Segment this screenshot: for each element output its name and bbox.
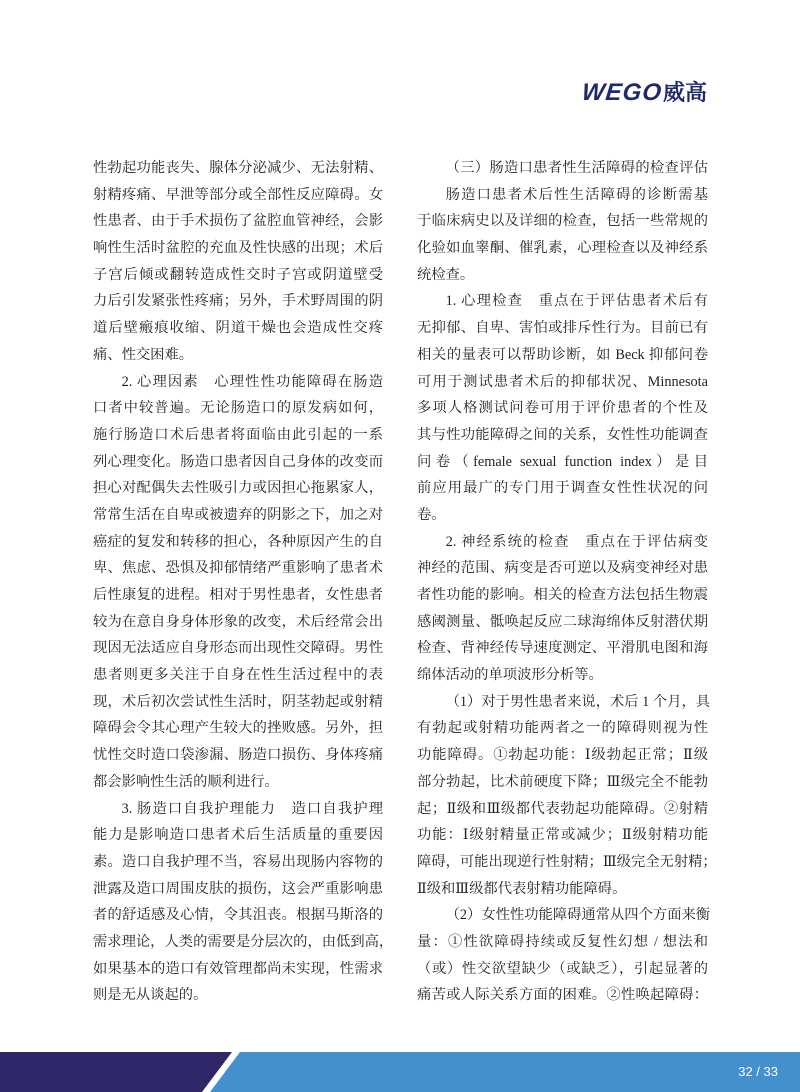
text-line: 口者中较普遍。无论肠造口的原发病如何， xyxy=(93,400,383,417)
text-line: 列心理变化。肠造口患者因自己身体的改变而 xyxy=(93,453,383,470)
text-line: 响性生活时盆腔的充血及性快感的出现；术后 xyxy=(93,240,383,257)
text-line: 素。造口自我护理不当，容易出现肠内容物的 xyxy=(93,853,383,870)
text-line: 绵体活动的单项波形分析等。 xyxy=(417,667,603,684)
text-line: 统检查。 xyxy=(417,266,475,283)
text-line: 现因无法适应自身形态而出现性交障碍。男性 xyxy=(93,640,383,657)
text-line: （2）女性性功能障碍通常从四个方面来衡 xyxy=(445,907,711,924)
text-line: 部分勃起，比术前硬度下降；Ⅲ级完全不能勃 xyxy=(417,773,708,790)
text-line: 2. 心理因素 心理性性功能障碍在肠造 xyxy=(121,373,383,390)
text-line: 神经的范围、病变是否可逆以及病变神经对患 xyxy=(417,560,708,577)
paragraph xyxy=(93,796,394,1010)
text-line: 功能障碍。①勃起功能：Ⅰ级勃起正常；Ⅱ级 xyxy=(417,747,708,764)
footer-bar-purple xyxy=(0,1052,232,1092)
paragraph xyxy=(93,155,383,369)
text-line: 能力是影响造口患者术后生活质量的重要因 xyxy=(93,827,383,844)
text-line: 则是无从谈起的。 xyxy=(93,987,208,1004)
page-number: 32 / 33 xyxy=(738,1064,778,1079)
text-line: 者性功能的影响。相关的检查方法包括生物震 xyxy=(417,587,708,603)
text-line: 2. 神经系统的检查 重点在于评估病变 xyxy=(445,533,708,550)
text-line: 需求理论，人类的需要是分层次的，由低到高， xyxy=(93,933,394,950)
text-line: 性勃起功能丧失、腺体分泌减少、无法射精、 xyxy=(93,160,383,176)
text-line: 忧性交时造口袋渗漏、肠造口损伤、身体疼痛 xyxy=(93,747,383,764)
text-line: 射精疼痛、早泄等部分或全部性反应障碍。女 xyxy=(93,186,383,203)
footer-band xyxy=(0,1052,800,1092)
text-line: 较为在意自身身体形象的改变，术后经常会出 xyxy=(93,613,383,630)
text-line: 可用于测试患者术后的抑郁状况、Minnesota xyxy=(417,373,708,390)
paragraph xyxy=(417,689,717,903)
text-line: 检查、背神经传导速度测定、平滑肌电图和海 xyxy=(417,640,708,657)
text-line: 常常生活在自卑或被遗弃的阴影之下，加之对 xyxy=(93,506,383,523)
section-heading: （三）肠造口患者性生活障碍的检查评估 xyxy=(445,160,708,176)
text-line: 有勃起或射精功能两者之一的障碍则视为性 xyxy=(417,720,708,737)
text-line: 道后壁瘢痕收缩、阴道干燥也会造成性交疼 xyxy=(93,320,383,337)
text-line: 者的舒适感及心情，令其沮丧。根据马斯洛的 xyxy=(93,907,383,924)
text-line: 化验如血睾酮、催乳素，心理检查以及神经系 xyxy=(417,240,708,257)
text-line: 问卷（female sexual function index）是目 xyxy=(417,453,708,470)
brand-logo xyxy=(582,78,707,108)
text-line: 于临床病史以及详细的检查，包括一些常规的 xyxy=(417,213,708,230)
text-line: 相关的量表可以帮助诊断，如 Beck 抑郁问卷 xyxy=(417,346,708,363)
text-line: Ⅱ级和Ⅲ级都代表射精功能障碍。 xyxy=(417,880,627,897)
text-line: 量：①性欲障碍持续或反复性幻想 / 想法和 xyxy=(417,933,708,950)
text-line: 力后引发紧张性疼痛；另外，手术野周围的阴 xyxy=(93,293,383,310)
logo-latin-text: WEGO xyxy=(580,79,664,106)
text-line: 起；Ⅱ级和Ⅲ级都代表勃起功能障碍。②射精 xyxy=(417,800,708,817)
text-line: 性患者、由于手术损伤了盆腔血管神经，会影 xyxy=(93,213,383,230)
left-column xyxy=(93,155,394,1009)
text-line: 卑、焦虑、恐惧及抑郁情绪严重影响了患者术 xyxy=(93,560,383,577)
text-line: 痛、性交困难。 xyxy=(93,346,194,363)
text-line: 担心对配偶失去性吸引力或因担心拖累家人， xyxy=(93,480,383,497)
text-line: 3. 肠造口自我护理能力 造口自我护理 xyxy=(121,800,383,817)
text-line: 卷。 xyxy=(417,506,446,523)
footer-bar-blue xyxy=(210,1052,800,1092)
text-line: 患者则更多关注于自身在性生活过程中的表 xyxy=(93,667,383,684)
text-line: 无抑郁、自卑、害怕或排斥性行为。目前已有 xyxy=(417,320,708,337)
text-line: 施行肠造口术后患者将面临由此引起的一系 xyxy=(93,426,383,443)
text-line: 如果基本的造口有效管理都尚未实现，性需求 xyxy=(93,960,383,977)
text-line: 感阈测量、骶唤起反应二球海绵体反射潜伏期 xyxy=(417,613,708,630)
text-line: 泄露及造口周围皮肤的损伤，这会严重影响患 xyxy=(93,880,383,897)
text-line: 障碍，可能出现逆行性射精；Ⅲ级完全无射精； xyxy=(417,853,717,870)
paragraph xyxy=(417,902,711,1009)
text-line: 障碍会令其心理产生较大的挫败感。另外，担 xyxy=(93,720,383,737)
text-line: 肠造口患者术后性生活障碍的诊断需基 xyxy=(445,186,708,203)
text-line: 多项人格测试问卷可用于评价患者的个性及 xyxy=(417,400,708,417)
text-line: 前应用最广的专门用于调查女性性状况的问 xyxy=(417,480,708,497)
text-line: 都会影响性生活的顺利进行。 xyxy=(93,773,279,790)
text-line: 癌症的复发和转移的担心，各种原因产生的自 xyxy=(93,533,383,550)
text-line: 痛苦或人际关系方面的困难。②性唤起障碍： xyxy=(417,987,708,1004)
text-line: （1）对于男性患者来说，术后 1 个月，具 xyxy=(445,693,711,710)
text-line: （或）性交欲望缺少（或缺乏），引起显著的 xyxy=(417,960,708,977)
logo-cjk-text: 威高 xyxy=(662,80,707,105)
text-line: 子宫后倾或翻转造成性交时子宫或阴道壁受 xyxy=(93,266,383,283)
text-line: 后性康复的进程。相对于男性患者，女性患者 xyxy=(93,587,383,603)
paragraph xyxy=(417,288,708,528)
right-column xyxy=(417,155,717,1009)
text-line: 其与性功能障碍之间的关系，女性性功能调查 xyxy=(417,426,708,443)
text-line: 功能：Ⅰ级射精量正常或减少；Ⅱ级射精功能 xyxy=(417,827,708,844)
paragraph xyxy=(93,369,383,796)
text-line: 现，术后初次尝试性生活时，阴茎勃起或射精 xyxy=(93,693,383,710)
text-line: 1. 心理检查 重点在于评估患者术后有 xyxy=(445,293,708,310)
paragraph xyxy=(417,182,708,289)
paragraph xyxy=(417,529,708,689)
